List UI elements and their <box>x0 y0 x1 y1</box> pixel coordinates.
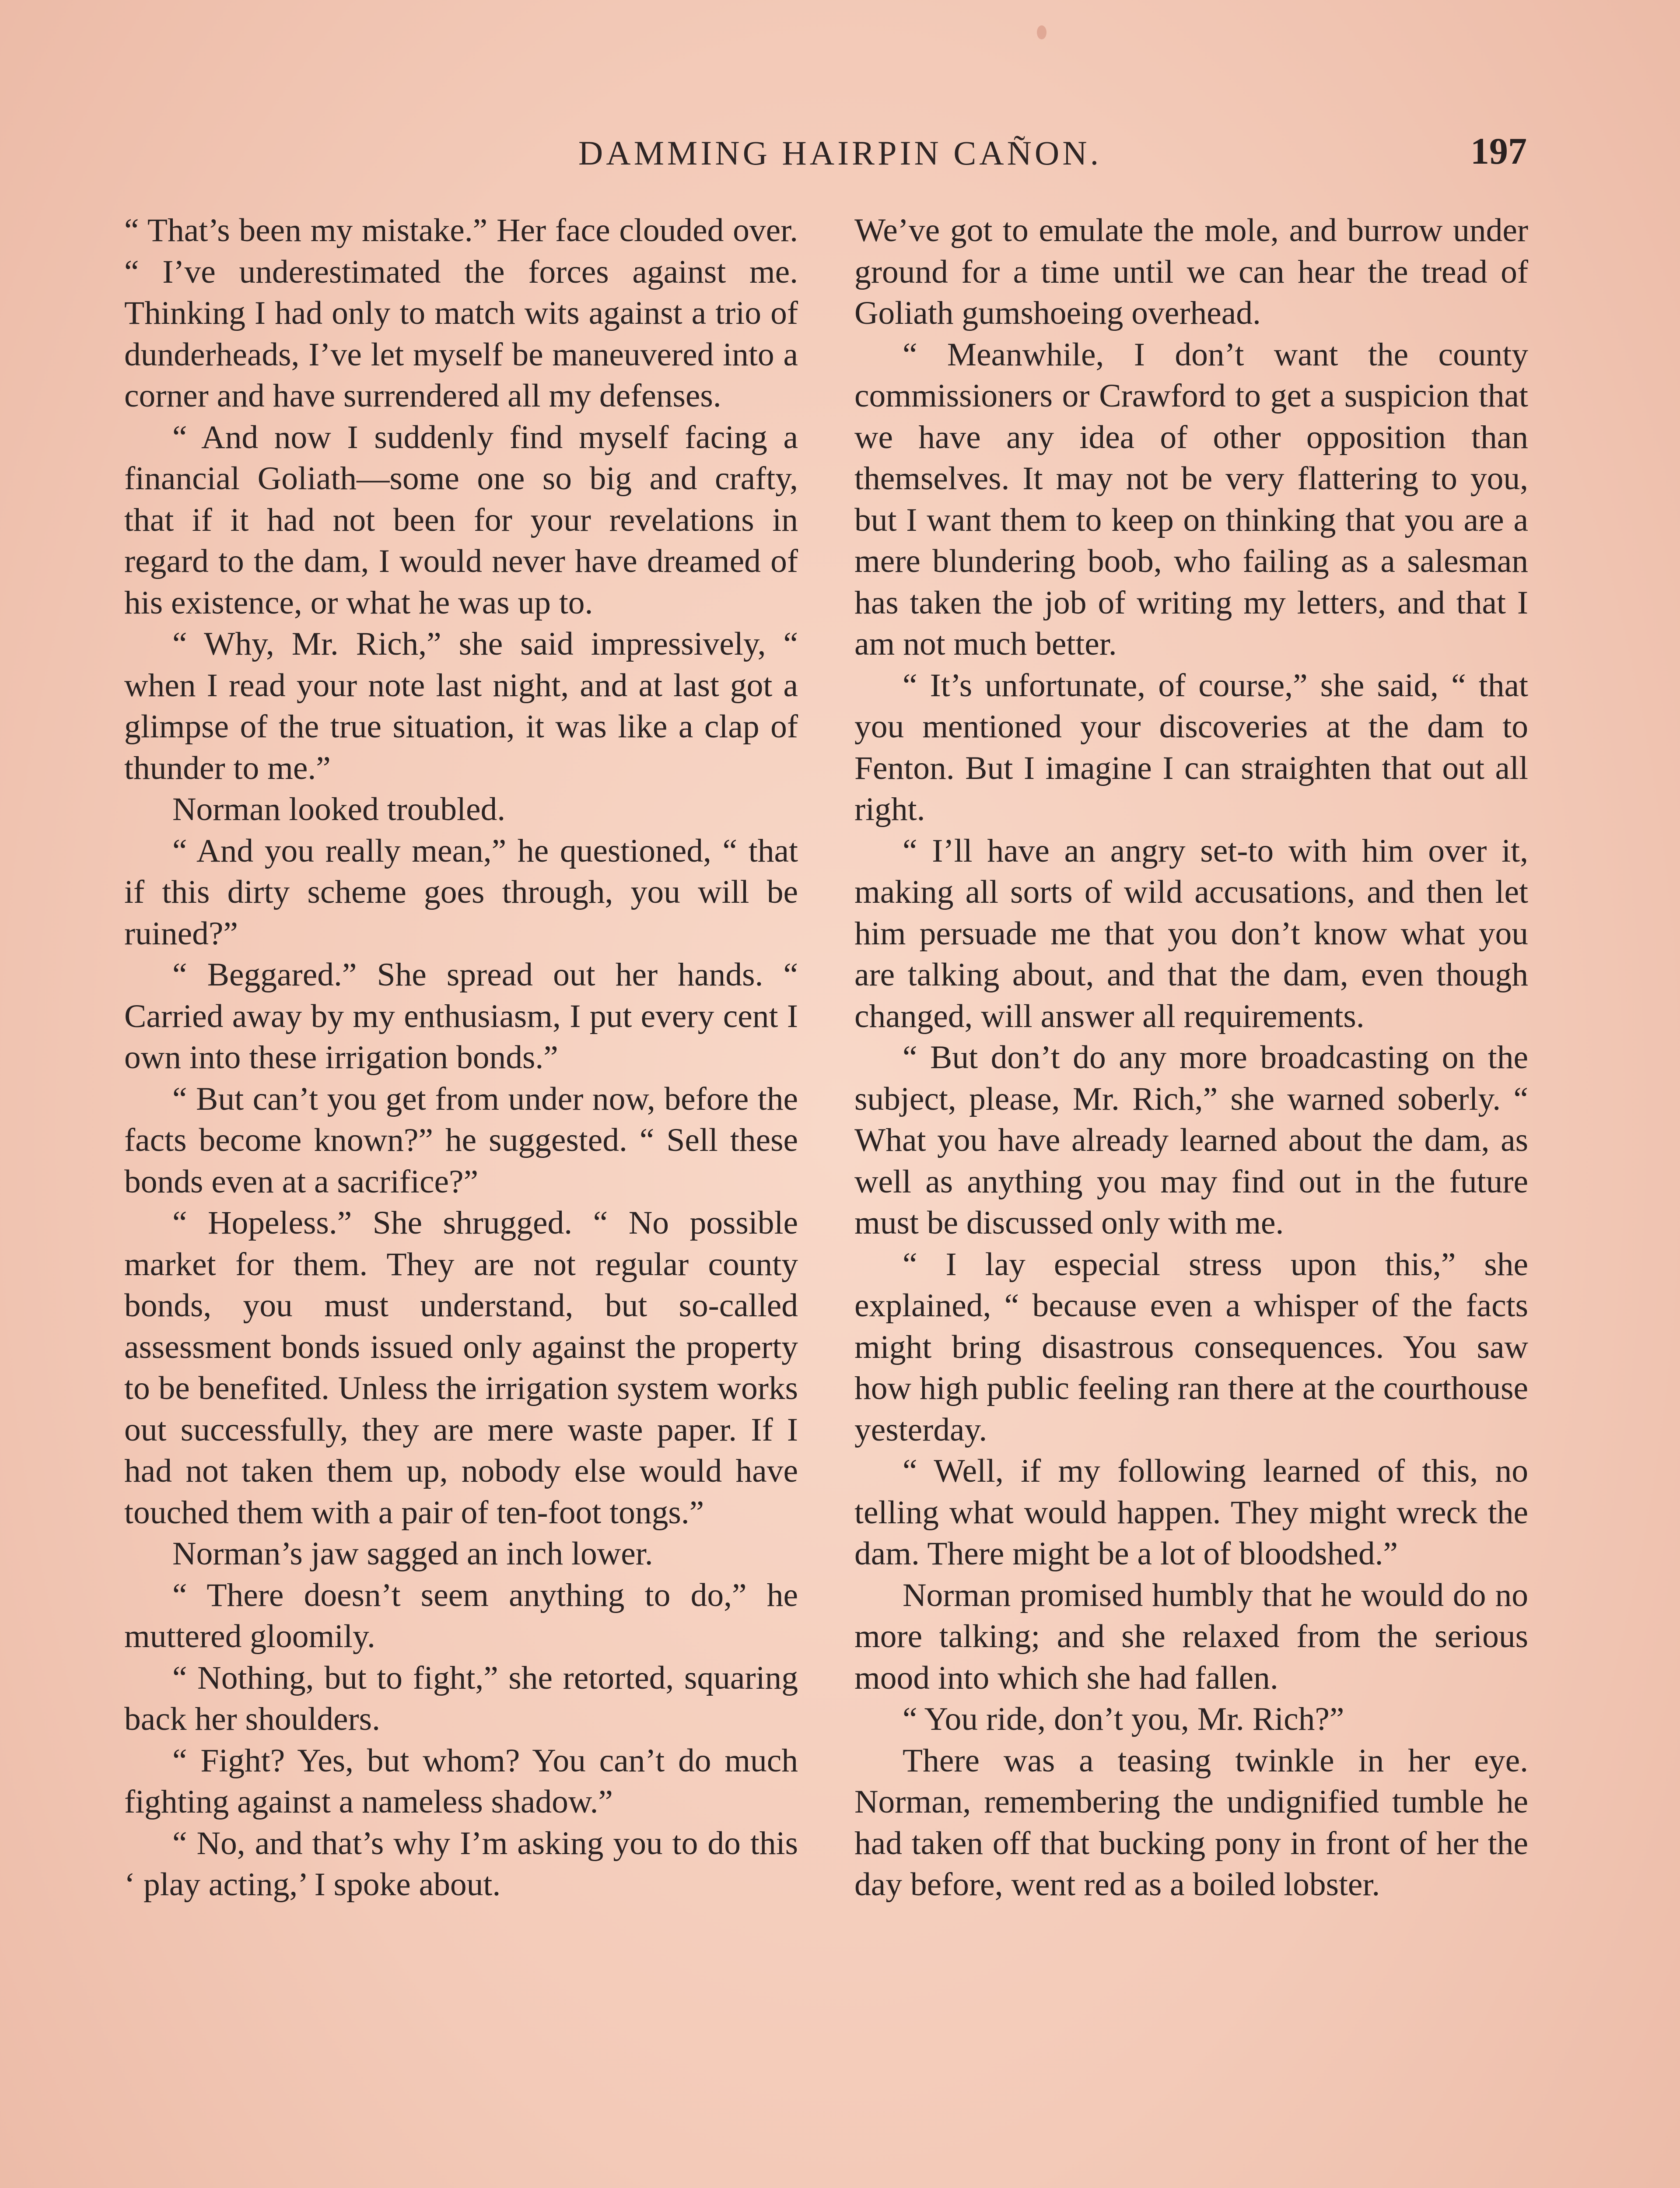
paragraph: “ No, and that’s why I’m asking you to do this ‘ play acting,’ I spoke about. <box>124 1825 798 1903</box>
paragraph: “ I lay especial stress upon this,” she explained, “ because even a whisper of the facts might bring disastrous consequences. You saw how high public feeling ran there at the courthouse yesterday. <box>854 1246 1528 1448</box>
paragraph: “ That’s been my mistake.” Her face clouded over. “ I’ve underestimated the forces against me. Thinking I had only to match wits against a trio of dunderheads, I’ve let myself be maneuvered into a corner and have surrendered all my defenses. <box>124 212 798 414</box>
running-title: DAMMING HAIRPIN CAÑON. <box>578 134 1102 172</box>
paragraph: “ You ride, don’t you, Mr. Rich?” <box>903 1701 1344 1737</box>
paragraph: “ Fight? Yes, but whom? You can’t do much fighting against a nameless shadow.” <box>124 1742 798 1820</box>
paragraph: “ Well, if my following learned of this, no telling what would happen. They might wreck the dam. There might be a lot of bloodshed.” <box>854 1453 1528 1572</box>
paragraph: Norman’s jaw sagged an inch lower. <box>172 1536 653 1572</box>
left-column <box>124 210 798 1906</box>
paragraph: We’ve got to emulate the mole, and burrow under ground for a time until we can hear the tread of Goliath gumshoeing overhead. <box>854 212 1528 331</box>
page-number: 197 <box>1470 130 1527 172</box>
right-column <box>854 210 1528 1906</box>
paragraph: “ But can’t you get from under now, before the facts become known?” he suggested. “ Sell these bonds even at a sacrifice?” <box>124 1080 798 1200</box>
paragraph: “ But don’t do any more broadcasting on the subject, please, Mr. Rich,” she warned soberly. “ What you have already learned about the dam, as well as anything you may find out in the future must be discussed only with me. <box>854 1039 1528 1241</box>
paragraph: Norman looked troubled. <box>172 791 506 828</box>
paragraph: Norman promised humbly that he would do no more talking; and she relaxed from the serious mood into which she had fallen. <box>854 1577 1528 1696</box>
paragraph: “ And you really mean,” he questioned, “ that if this dirty scheme goes through, you will be ruined?” <box>124 832 798 952</box>
paragraph: “ Nothing, but to fight,” she retorted, squaring back her shoulders. <box>124 1659 798 1737</box>
paper-blemish <box>1037 25 1046 39</box>
paragraph: “ And now I suddenly find myself facing a financial Goliath—some one so big and crafty, that if it had not been for your revelations in regard to the dam, I would never have dreamed of his existence, or what he was up to. <box>124 419 798 621</box>
paragraph: “ There doesn’t seem anything to do,” he muttered gloomily. <box>124 1577 798 1655</box>
paragraph: “ Beggared.” She spread out her hands. “ Carried away by my enthusiasm, I put every cent I own into these irrigation bonds.” <box>124 957 798 1076</box>
paragraph: “ Hopeless.” She shrugged. “ No possible market for them. They are not regular county bonds, you must understand, but so-called assessment bonds issued only against the property to be benefited. Unless the irrigation system works out successfully, they are mere waste paper. If I had not taken them up, nobody else would have touched them with a pair of ten-foot tongs.” <box>124 1205 798 1531</box>
paragraph: “ Meanwhile, I don’t want the county commissioners or Crawford to get a suspicion that we have any idea of other opposition than themselves. It may not be very flattering to you, but I want them to keep on thinking that you are a mere blundering boob, who failing as a salesman has taken the job of writing my letters, and that I am not much better. <box>854 336 1528 662</box>
paragraph: “ Why, Mr. Rich,” she said impressively, “ when I read your note last night, and at last got a glimpse of the true situation, it was like a clap of thunder to me.” <box>124 626 798 786</box>
paragraph: “ It’s unfortunate, of course,” she said, “ that you mentioned your discoveries at the dam to Fenton. But I imagine I can straighten that out all right. <box>854 667 1528 828</box>
paragraph: “ I’ll have an angry set-to with him over it, making all sorts of wild accusations, and then let him persuade me that you don’t know what you are talking about, and that the dam, even though changed, will answer all requirements. <box>854 832 1528 1034</box>
paragraph: There was a teasing twinkle in her eye. Norman, remembering the undignified tumble he had taken off that bucking pony in front of her the day before, went red as a boiled lobster. <box>854 1742 1528 1903</box>
